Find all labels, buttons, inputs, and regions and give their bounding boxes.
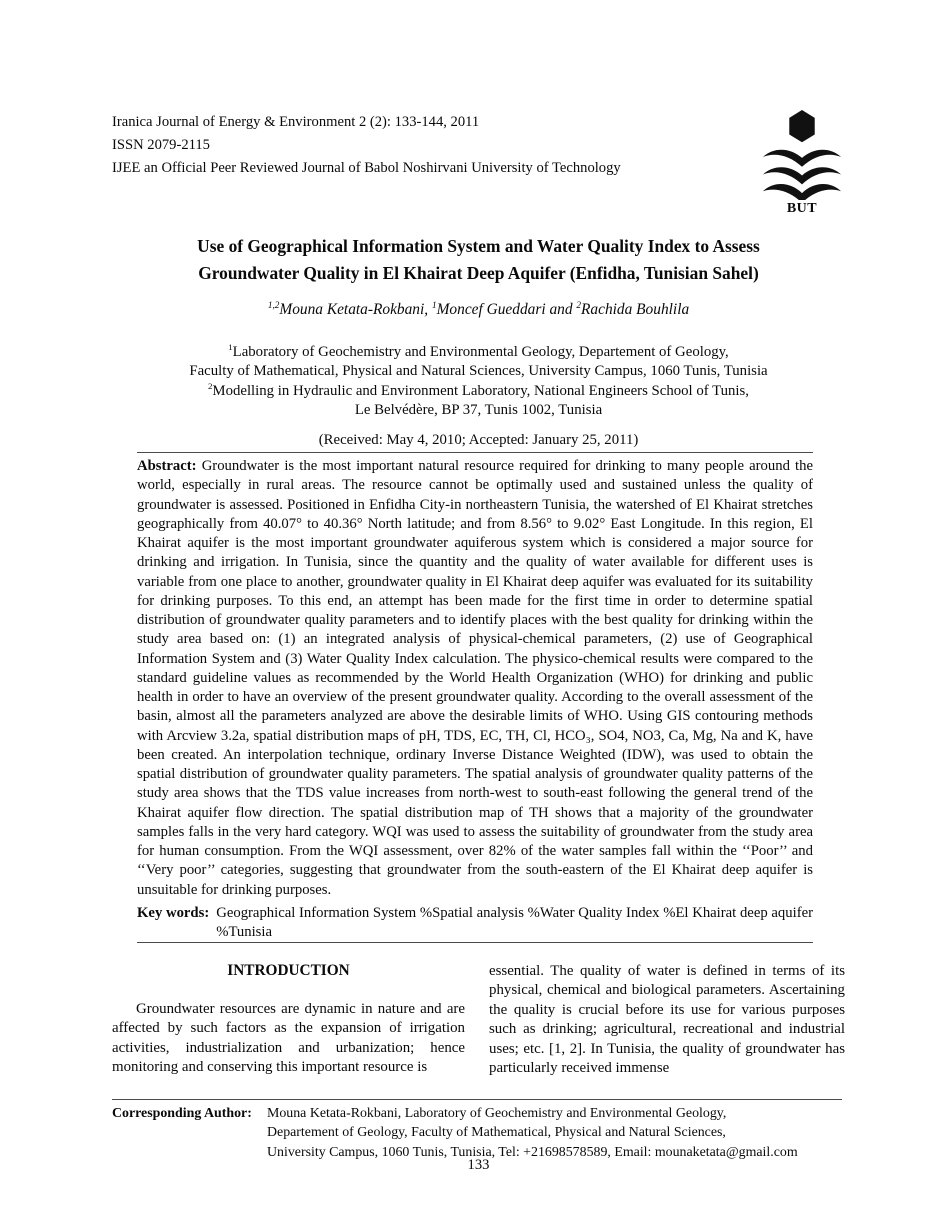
affiliations-block <box>112 343 845 420</box>
introduction-heading: INTRODUCTION <box>227 962 350 979</box>
logo-label: BUT <box>786 201 818 216</box>
journal-issn-line: ISSN 2079-2115 <box>112 137 210 154</box>
logo-hexagon <box>789 110 814 142</box>
page-title <box>112 233 845 287</box>
corresponding-author-label: Corresponding Author: <box>112 1106 252 1121</box>
logo-chevron-3 <box>763 184 841 200</box>
affiliation-line <box>112 362 845 381</box>
author-name: Rachida Bouhlila <box>581 301 690 318</box>
affiliation-text: Faculty of Mathematical, Physical and Natural Sciences, University Campus, 1060 Tunis, Tunisia <box>189 363 768 380</box>
affiliation-sup: 1 <box>228 342 233 353</box>
introduction-paragraph-right: essential. The quality of water is defined in terms of its physical, chemical and biological parameters. Ascertaining the quality is crucial before its use for various purposes such as drinking; agricultural, recreational and industrial uses; etc. [1, 2]. In Tunisia, the quality of groundwater has particularly received immense <box>489 963 845 1077</box>
but-logo <box>760 110 844 217</box>
affiliation-line <box>112 343 845 362</box>
body-column-right <box>489 962 845 1078</box>
keywords-text: Geographical Information System %Spatial analysis %Water Quality Index %El Khairat deep aquifer %Tunisia <box>216 905 813 941</box>
author-affil-sup: 2 <box>576 299 582 310</box>
keywords-block <box>137 904 813 943</box>
journal-header <box>112 111 732 181</box>
page-number: 133 <box>467 1157 490 1173</box>
affiliation-sup: 2 <box>207 380 213 391</box>
author-affil-sup: 1 <box>431 299 437 310</box>
logo-chevron-1 <box>763 150 841 167</box>
introduction-paragraph-left: Groundwater resources are dynamic in nature and are affected by such factors as the expansion of irrigation activities, industrialization and urbanization; hence monitoring and conserving this important resource is <box>112 1001 465 1076</box>
affiliation-text: Modelling in Hydraulic and Environment Laboratory, National Engineers School of Tunis, <box>212 382 749 399</box>
corresponding-author-block <box>112 1104 845 1162</box>
divider-rule-footer <box>112 1099 842 1100</box>
logo-chevron-2 <box>763 167 841 184</box>
keywords-label: Key words: <box>137 905 210 921</box>
affiliation-line <box>112 401 845 420</box>
author-name: Moncef Gueddari and <box>436 301 577 318</box>
journal-description-line: IJEE an Official Peer Reviewed Journal of Babol Noshirvani University of Technology <box>112 160 621 177</box>
title-line-1: Use of Geographical Information System and Water Quality Index to Assess <box>197 236 760 256</box>
divider-rule-top <box>137 452 813 453</box>
but-logo-icon <box>762 110 842 200</box>
affiliation-text: Laboratory of Geochemistry and Environmental Geology, Departement of Geology, <box>232 344 729 360</box>
corresponding-author-line: Departement of Geology, Faculty of Mathematical, Physical and Natural Sciences, <box>267 1125 726 1141</box>
affiliation-line <box>112 382 845 401</box>
author-affil-sup: 1,2 <box>267 299 280 310</box>
journal-citation-line: Iranica Journal of Energy & Environment 2 (2): 133-144, 2011 <box>112 114 480 130</box>
divider-rule-keywords <box>137 942 813 943</box>
title-line-2: Groundwater Quality in El Khairat Deep Aquifer (Enfidha, Tunisian Sahel) <box>198 263 759 283</box>
affiliation-text: Le Belvédère, BP 37, Tunis 1002, Tunisia <box>354 401 603 418</box>
abstract-paragraph <box>137 457 813 901</box>
authors-line <box>112 301 845 319</box>
corresponding-author-line: University Campus, 1060 Tunis, Tunisia, Tel: +21698578589, Email: mounaketata@gmail.com <box>267 1144 798 1160</box>
abstract-text: Groundwater is the most important natural resource required for drinking to many people around the world, especially in rural areas. The resource cannot be optimally used and sustained unless the quality of groundwater is assessed. Positioned in Enfidha City-in northeastern Tunisia, the watershed of El Khairat stretches geographically from 40.07° to 40.36° North latitude; and from 8.56° to 9.02° East Longitude. In this region, El Khairat aquifer is the most important groundwater aquiferous system which is considered a major source for drinking and irrigation. In Tunisia, since the quantity and the quality of water available for different uses is variable from one place to another, groundwater quality in El Khairat deep aquifer was evaluated for its suitability for drinking purposes. To this end, an attempt has been made for the first time in order to determine spatial distribution of groundwater quality parameters and to identify places with the best quality for drinking within the study area based on: (1) an integrated analysis of physical-chemical parameters, (2) use of Geographical Information System and (3) Water Quality Index calculation. The physico-chemical results were compared to the standard guideline values as recommended by the World Health Organization (WHO) for drinking and public health in order to have an overview of the present groundwater quality. According to the overall assessment of the basin, almost all the parameters analyzed are above the desirable limits of WHO. Using GIS contouring methods with Arcview 3.2a, spatial distribution maps of pH, TDS, EC, TH, Cl, HCO₃, SO4, NO3, Ca, Mg, Na and K, have been created. An interpolation technique, ordinary Inverse Distance Weighted (IDW), was used to obtain the spatial distribution of groundwater quality parameters. The spatial analysis of groundwater quality patterns of the study area shows that the TDS value increases from north-west to south-east following the general trend of the Khairat aquifer flow direction. The spatial distribution map of TH shows that a majority of the groundwater samples falls in the very hard category. WQI was used to assess the suitability of groundwater from the study area for human consumption. From the WQI assessment, over 82% of the water samples fall within the ‘‘Poor’’ and ‘‘Very poor’’ categories, suggesting that groundwater from the south-eastern of the El Khairat deep aquifer is unsuitable for drinking purposes. <box>137 458 813 898</box>
abstract-label: Abstract: <box>137 458 197 474</box>
author-name: Mouna Ketata-Rokbani, <box>279 301 432 318</box>
corresponding-author-line: Mouna Ketata-Rokbani, Laboratory of Geochemistry and Environmental Geology, <box>267 1106 727 1121</box>
received-accepted-line: (Received: May 4, 2010; Accepted: January 25, 2011) <box>318 432 639 448</box>
body-column-left <box>112 962 465 1078</box>
corresponding-author-lines <box>267 1104 845 1162</box>
